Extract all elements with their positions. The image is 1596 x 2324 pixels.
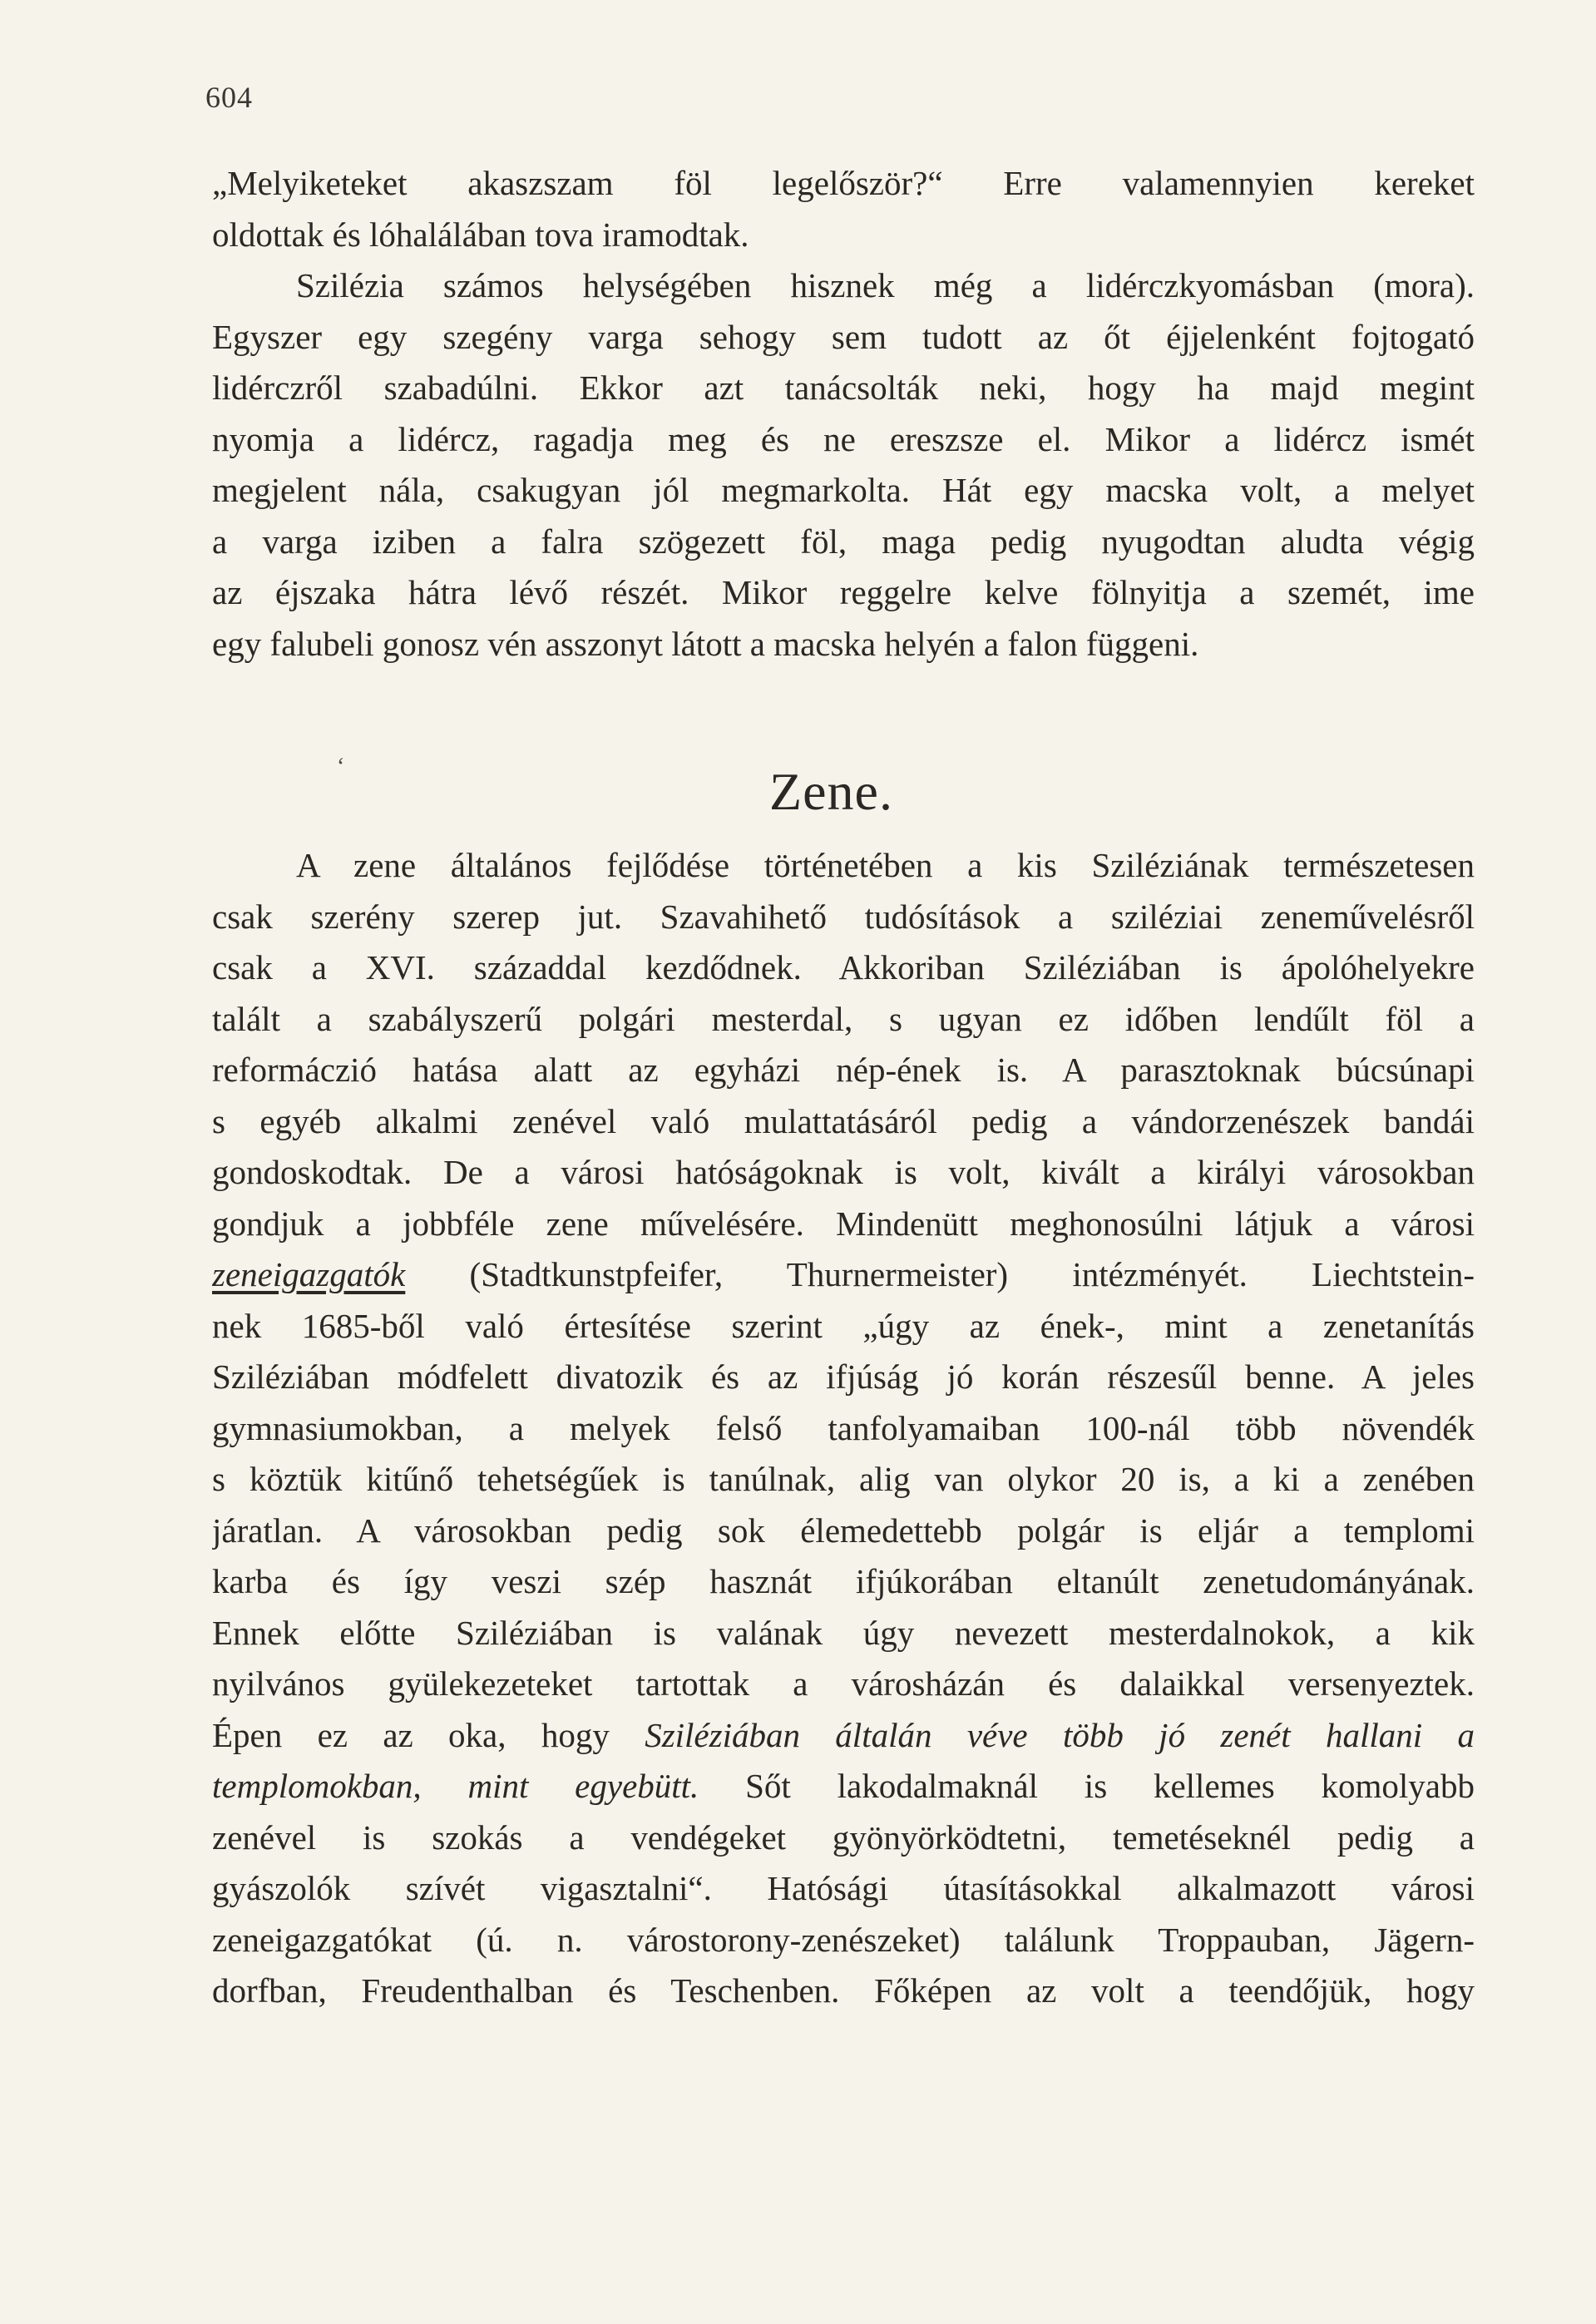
text-line: lidérczről szabadúlni. Ekkor azt tanácsolták neki, hogy ha majd megint — [212, 368, 1475, 407]
text-line — [212, 1249, 1475, 1301]
text-line: zenével is szokás a vendégeket gyönyörködtetni, temetéseknél pedig a — [212, 1817, 1475, 1857]
text-segment: Épen ez az oka, hogy — [212, 1715, 645, 1754]
text-segment: Sőt lakodalmaknál is kellemes komolyabb — [699, 1767, 1475, 1805]
text-line — [212, 1710, 1475, 1762]
paragraph-block-folklore — [212, 158, 1475, 670]
text-line: nyomja a lidércz, ragadja meg és ne ereszsze el. Mikor a lidércz ismét — [212, 419, 1475, 458]
text-line: talált a szabályszerű polgári mesterdal, s ugyan ez időben lendűlt föl a — [212, 999, 1475, 1038]
text-line: Egyszer egy szegény varga sehogy sem tudott az őt éjjelenként fojtogató — [212, 317, 1475, 356]
text-line: oldottak és lóhalálában tova iramodtak. — [212, 215, 749, 254]
text-line: karba és így veszi szép hasznát ifjúkorában eltanúlt zenetudományának. — [212, 1562, 1475, 1600]
text-line: Ennek előtte Sziléziában is valának úgy nevezett mesterdalnokok, a kik — [212, 1613, 1475, 1652]
text-line: dorfban, Freudenthalban és Teschenben. Főképen az volt a teendőjük, hogy — [212, 1971, 1475, 2010]
italic-quote: templomokban, mint egyebütt. — [212, 1767, 699, 1805]
section-heading-text: Zene. — [769, 762, 893, 821]
text-segment: (Stadtkunstpfeifer, Thurnermeister) intézményét. Liechtstein- — [405, 1255, 1475, 1293]
italic-quote: Sziléziában általán véve több jó zenét hallani a — [645, 1715, 1475, 1754]
text-line: Szilézia számos helységében hisznek még a lidérczkyomásban (mora). — [296, 266, 1475, 304]
text-line: nek 1685-ből való értesítése szerint „úgy az ének-, mint a zenetanítás — [212, 1306, 1475, 1345]
text-line: gymnasiumokban, a melyek felső tanfolyamaiban 100-nál több növendék — [212, 1408, 1475, 1447]
text-line: gondjuk a jobbféle zene művelésére. Mindenütt meghonosúlni látjuk a városi — [212, 1204, 1475, 1243]
text-line: az éjszaka hátra lévő részét. Mikor reggelre kelve fölnyitja a szemét, ime — [212, 573, 1475, 611]
text-line: „Melyiketeket akaszszam föl legelőször?“ Erre valamennyien kereket — [212, 164, 1475, 202]
text-line: járatlan. A városokban pedig sok élemedettebb polgár is eljár a templomi — [212, 1511, 1475, 1550]
text-line: nyilvános gyülekezeteket tartottak a városházán és dalaikkal versenyeztek. — [212, 1664, 1475, 1703]
text-line: zeneigazgatókat (ú. n. várostorony-zenészeket) találunk Troppauban, Jägern- — [212, 1920, 1475, 1959]
section-heading — [0, 759, 1596, 825]
text-line: csak szerény szerep jut. Szavahihető tudósítások a sziléziai zeneművelésről — [212, 897, 1475, 936]
italic-term: zeneigazgatók — [212, 1255, 406, 1293]
text-line: A zene általános fejlődése történetében a kis Sziléziának természetesen — [296, 846, 1475, 884]
text-line: s egyéb alkalmi zenével való mulattatásáról pedig a vándorzenészek bandái — [212, 1101, 1475, 1140]
text-line — [212, 1761, 1475, 1812]
text-line: reformáczió hatása alatt az egyházi nép-ének is. A parasztoknak búcsúnapi — [212, 1051, 1475, 1089]
text-line: gyászolók szívét vigasztalni“. Hatósági útasításokkal alkalmazott városi — [212, 1869, 1475, 1907]
text-line: megjelent nála, csakugyan jól megmarkolta. Hát egy macska volt, a melyet — [212, 471, 1475, 509]
text-line: egy falubeli gonosz vén asszonyt látott a macska helyén a falon függeni. — [212, 624, 1199, 663]
text-line: gondoskodtak. De a városi hatóságoknak is volt, kivált a királyi városokban — [212, 1153, 1475, 1191]
text-line: csak a XVI. századdal kezdődnek. Akkoriban Sziléziában is ápolóhelyekre — [212, 948, 1475, 986]
text-line: s köztük kitűnő tehetségűek is tanúlnak, alig van olykor 20 is, a ki a zenében — [212, 1460, 1475, 1498]
text-line: Sziléziában módfelett divatozik és az ifjúság jó korán részesűl benne. A jeles — [212, 1357, 1475, 1396]
stray-print-mark: ‘ — [337, 754, 345, 779]
page-number: 604 — [205, 81, 253, 114]
paragraph-block-music — [212, 840, 1475, 2017]
text-line: a varga iziben a falra szögezett föl, maga pedig nyugodtan aludta végig — [212, 522, 1475, 561]
